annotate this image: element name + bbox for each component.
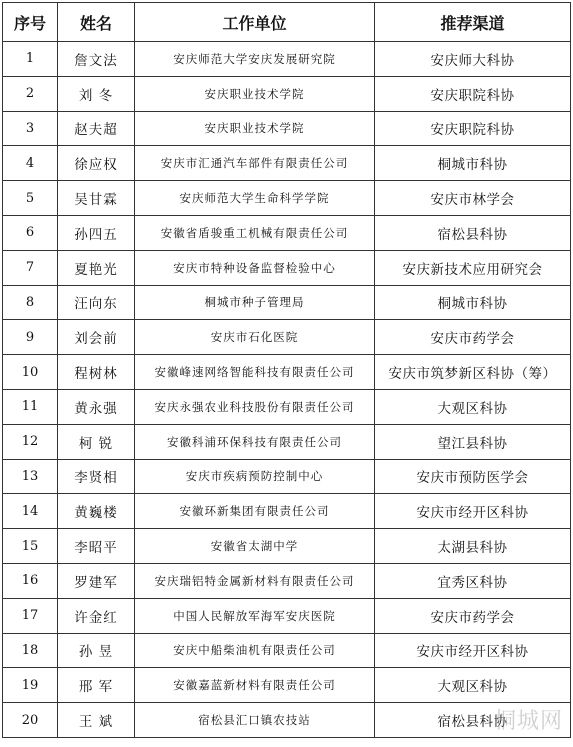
header-no: 序号 xyxy=(3,3,58,42)
table-row xyxy=(3,459,571,494)
table-row xyxy=(3,563,571,598)
row-number: 6 xyxy=(3,215,58,250)
person-name: 邢 军 xyxy=(58,668,135,703)
work-unit: 安徽峰速网络智能科技有限责任公司 xyxy=(135,355,375,390)
work-unit: 安徽环新集团有限责任公司 xyxy=(135,494,375,529)
row-number: 17 xyxy=(3,598,58,633)
table-row xyxy=(3,389,571,424)
recommend-channel: 安庆师大科协 xyxy=(375,42,571,77)
recommend-channel: 宿松县科协 xyxy=(375,703,571,738)
table-row xyxy=(3,42,571,77)
person-name: 徐应权 xyxy=(58,146,135,181)
row-number: 7 xyxy=(3,250,58,285)
person-name: 刘 冬 xyxy=(58,76,135,111)
person-name: 李昭平 xyxy=(58,529,135,564)
recommend-channel: 安庆市药学会 xyxy=(375,320,571,355)
table-row xyxy=(3,494,571,529)
recommend-channel: 桐城市科协 xyxy=(375,285,571,320)
table-row xyxy=(3,598,571,633)
person-name: 黄巍楼 xyxy=(58,494,135,529)
row-number: 14 xyxy=(3,494,58,529)
header-channel: 推荐渠道 xyxy=(375,3,571,42)
recommend-channel: 安庆市林学会 xyxy=(375,181,571,216)
person-name: 赵夫超 xyxy=(58,111,135,146)
table-row xyxy=(3,215,571,250)
table-row xyxy=(3,668,571,703)
work-unit: 安庆永强农业科技股份有限责任公司 xyxy=(135,389,375,424)
person-name: 黄永强 xyxy=(58,389,135,424)
table-row xyxy=(3,529,571,564)
person-name: 程树林 xyxy=(58,355,135,390)
header-name: 姓名 xyxy=(58,3,135,42)
recommend-channel: 安庆市经开区科协 xyxy=(375,633,571,668)
table-row xyxy=(3,250,571,285)
recommend-channel: 安庆市药学会 xyxy=(375,598,571,633)
recommend-channel: 安庆新技术应用研究会 xyxy=(375,250,571,285)
work-unit: 中国人民解放军海军安庆医院 xyxy=(135,598,375,633)
row-number: 11 xyxy=(3,389,58,424)
recommend-channel: 桐城市科协 xyxy=(375,146,571,181)
work-unit: 安徽嘉蓝新材料有限责任公司 xyxy=(135,668,375,703)
table-row xyxy=(3,424,571,459)
recommend-channel: 安庆市经开区科协 xyxy=(375,494,571,529)
table-row xyxy=(3,285,571,320)
row-number: 4 xyxy=(3,146,58,181)
row-number: 19 xyxy=(3,668,58,703)
person-name: 许金红 xyxy=(58,598,135,633)
recommend-channel: 安庆市筑梦新区科协（筹） xyxy=(375,355,571,390)
work-unit: 安庆师范大学安庆发展研究院 xyxy=(135,42,375,77)
person-name: 李贤相 xyxy=(58,459,135,494)
row-number: 12 xyxy=(3,424,58,459)
watermark: 桐城网 xyxy=(493,709,563,734)
work-unit: 安徽省太湖中学 xyxy=(135,529,375,564)
row-number: 20 xyxy=(3,703,58,738)
person-name: 孙 昱 xyxy=(58,633,135,668)
person-name: 王 斌 xyxy=(58,703,135,738)
work-unit: 安庆市特种设备监督检验中心 xyxy=(135,250,375,285)
work-unit: 安庆瑞铝特金属新材料有限责任公司 xyxy=(135,563,375,598)
table-row xyxy=(3,111,571,146)
table-row xyxy=(3,320,571,355)
work-unit: 安庆市汇通汽车部件有限责任公司 xyxy=(135,146,375,181)
row-number: 1 xyxy=(3,42,58,77)
work-unit: 安庆师范大学生命科学学院 xyxy=(135,181,375,216)
table-row xyxy=(3,181,571,216)
recommendation-table xyxy=(2,2,571,738)
table-row xyxy=(3,76,571,111)
person-name: 詹文法 xyxy=(58,42,135,77)
row-number: 16 xyxy=(3,563,58,598)
row-number: 13 xyxy=(3,459,58,494)
recommend-channel: 安庆职院科协 xyxy=(375,111,571,146)
person-name: 吴甘霖 xyxy=(58,181,135,216)
recommend-channel: 安庆职院科协 xyxy=(375,76,571,111)
table-row xyxy=(3,703,571,738)
person-name: 柯 锐 xyxy=(58,424,135,459)
row-number: 2 xyxy=(3,76,58,111)
person-name: 罗建军 xyxy=(58,563,135,598)
work-unit: 桐城市种子管理局 xyxy=(135,285,375,320)
recommend-channel: 望江县科协 xyxy=(375,424,571,459)
recommend-channel: 太湖县科协 xyxy=(375,529,571,564)
recommend-channel: 大观区科协 xyxy=(375,668,571,703)
recommend-channel: 宿松县科协 xyxy=(375,215,571,250)
row-number: 8 xyxy=(3,285,58,320)
row-number: 5 xyxy=(3,181,58,216)
person-name: 刘会前 xyxy=(58,320,135,355)
row-number: 18 xyxy=(3,633,58,668)
header-unit: 工作单位 xyxy=(135,3,375,42)
recommend-channel: 安庆市预防医学会 xyxy=(375,459,571,494)
table-row xyxy=(3,146,571,181)
table-row xyxy=(3,355,571,390)
person-name: 夏艳光 xyxy=(58,250,135,285)
work-unit: 宿松县汇口镇农技站 xyxy=(135,703,375,738)
work-unit: 安庆市石化医院 xyxy=(135,320,375,355)
work-unit: 安庆职业技术学院 xyxy=(135,76,375,111)
row-number: 10 xyxy=(3,355,58,390)
person-name: 孙四五 xyxy=(58,215,135,250)
work-unit: 安庆中船柴油机有限责任公司 xyxy=(135,633,375,668)
work-unit: 安徽省盾骏重工机械有限责任公司 xyxy=(135,215,375,250)
person-name: 汪向东 xyxy=(58,285,135,320)
recommend-channel: 大观区科协 xyxy=(375,389,571,424)
row-number: 15 xyxy=(3,529,58,564)
work-unit: 安庆职业技术学院 xyxy=(135,111,375,146)
row-number: 9 xyxy=(3,320,58,355)
header-row xyxy=(3,3,571,42)
work-unit: 安庆市疾病预防控制中心 xyxy=(135,459,375,494)
table-row xyxy=(3,633,571,668)
recommend-channel: 宜秀区科协 xyxy=(375,563,571,598)
work-unit: 安徽科浦环保科技有限责任公司 xyxy=(135,424,375,459)
row-number: 3 xyxy=(3,111,58,146)
